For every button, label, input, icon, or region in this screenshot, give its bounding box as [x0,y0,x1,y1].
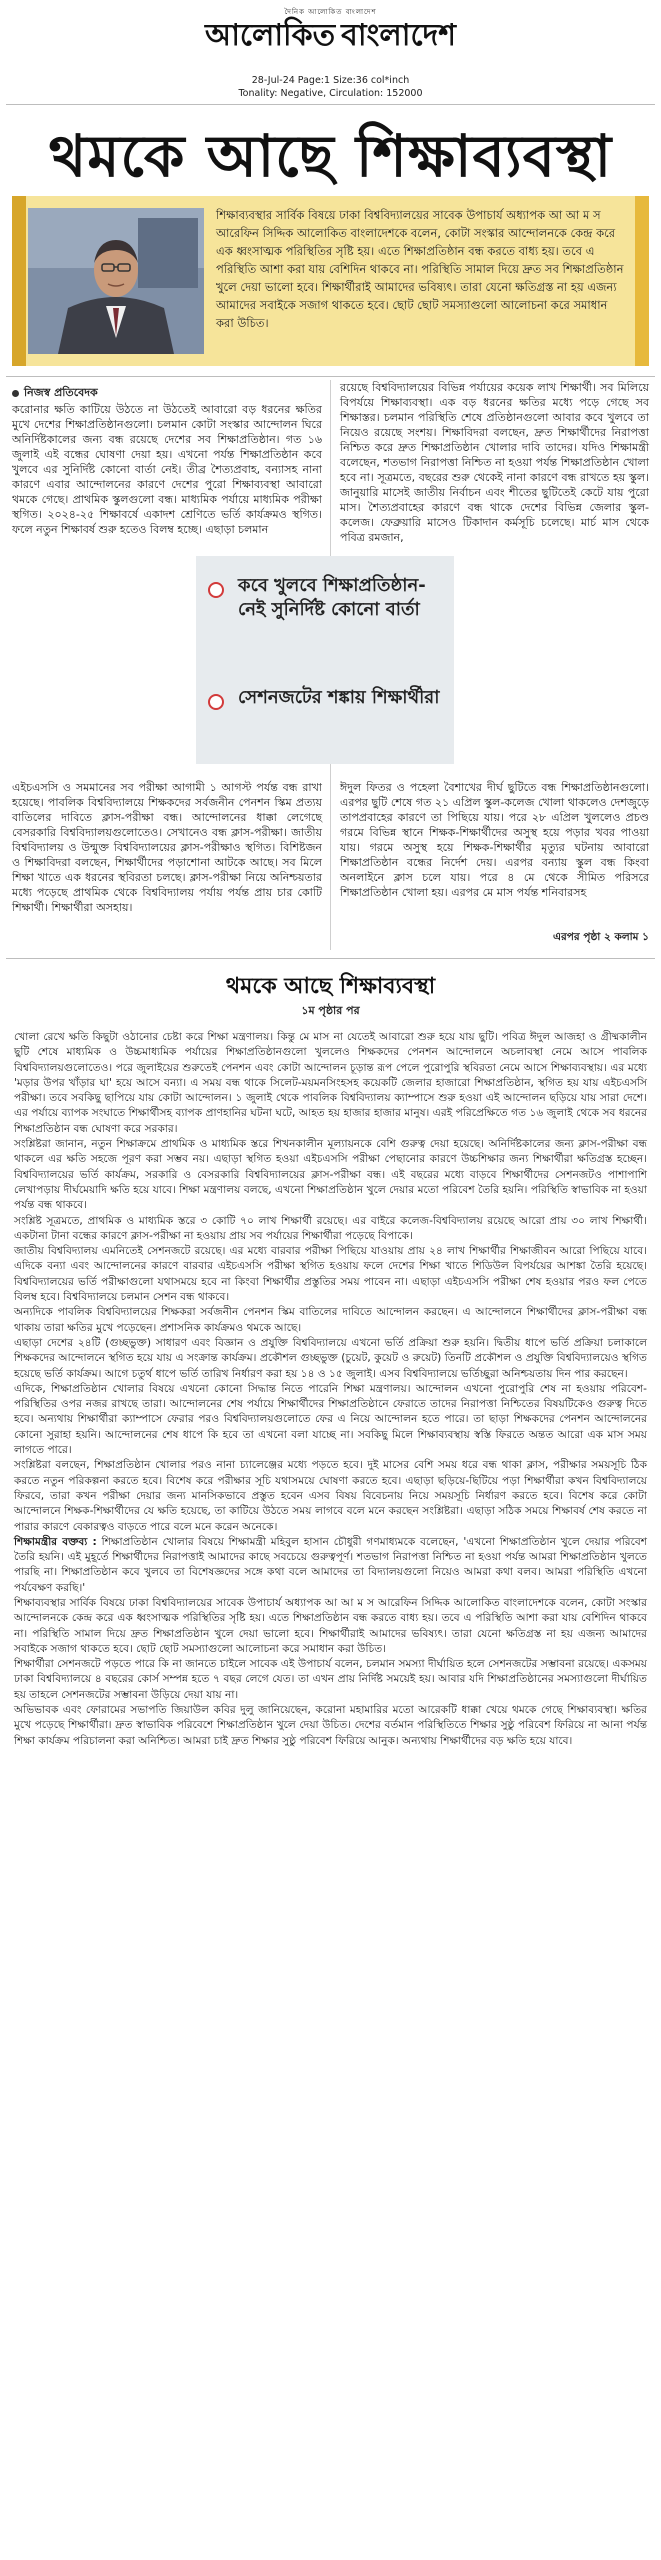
lead-divider [6,376,655,377]
lead-quote-text: শিক্ষাব্যবস্থার সার্বিক বিষয়ে ঢাকা বিশ্ববিদ্যালয়ের সাবেক উপাচার্য অধ্যাপক আ আ ম স আরেফিন সিদ্দিক আলোকিত বাংলাদেশকে বলেন, কোটা সংস্কার আন্দোলনকে কেন্দ্র করে এক ধ্বংসাত্মক পরিস্থিতির সৃষ্টি হয়। এতে শিক্ষাপ্রতিষ্ঠান বন্ধ করতে বাধ্য হয়। তবে এ পরিস্থিতি আশা করা যায় বেশিদিন থাকবে না। পরিস্থিতি সামাল দিয়ে দ্রুত সব শিক্ষাপ্রতিষ্ঠান খুলে দেয়া ভালো হবে। শিক্ষার্থীরাই আমাদের ভবিষ্যৎ। তারা যেনো ক্ষতিগ্রস্ত না হয় এজন্য আমাদের সবাইকে সজাগ থাকতে হবে। ছোট ছোট সমস্যাগুলো আলোচনা করে সমাধান করা উচিত। [216,208,624,330]
minister-text: শিক্ষাপ্রতিষ্ঠান খোলার বিষয়ে শিক্ষামন্ত্রী মহিবুল হাসান চৌধুরী গণমাধ্যমকে বলেছেন, 'এখনো শিক্ষাপ্রতিষ্ঠান খুলে দেয়ার পরিবেশ তৈরি হয়নি। এই মুহূর্তে শিক্ষার্থীদের নিরাপত্তাই আমাদের কাছে সবচেয়ে গুরুত্বপূর্ণ। শতভাগ নিরাপত্তা নিশ্চিত না হওয়া পর্যন্ত আমরা শিক্ষাপ্রতিষ্ঠান খুলতে পারছি না। শিক্ষাপ্রতিষ্ঠান কবে খুলবে তা বিশেষজ্ঞদের সঙ্গে কথা বলে আমাদের তা বিদ্যালয়গুলো নিয়েও আমরা কথা বলব। আমরা পরিস্থিতি এখনো পর্যবেক্ষণ করছি।' [14,1535,647,1594]
logo-part-1: আলোকিত [204,18,336,53]
clipping-meta [0,74,661,100]
header-divider [6,104,655,105]
paragraph: শিক্ষার্থীরা সেশনজটে পড়তে পারে কি না জানতে চাইলে সাবেক এই উপাচার্য বলেন, চলমান সমস্যা দীর্ঘায়িত হলে সেশনজটের সম্ভাবনা রয়েছে। একসময় ঢাকা বিশ্ববিদ্যালয়ে ৪ বছরের কোর্স সম্পন্ন হতে ৭ বছর লেগে যেত। তা এখন প্রায় নির্দিষ্ট সময়েই হয়। আবার যদি শিক্ষাপ্রতিষ্ঠানের সমস্যাগুলো দীর্ঘায়িত হয় তাহলে সেশনজটের সম্ভাবনা উড়িয়ে দেয়া যায় না। [14,1658,647,1701]
lead-quote-box [12,196,649,366]
masthead [0,0,661,70]
callout-item-1 [208,574,446,670]
logo-part-2: বাংলাদেশ [341,18,457,53]
byline-text: নিজস্ব প্রতিবেদক [24,386,98,399]
paragraph: অভিভাবক এবং ফোরামের সভাপতি জিয়াউল কবির দুলু জানিয়েছেন, করোনা মহামারির মতো আরেকটি ধাক্কা খেয়ে থমকে গেছে শিক্ষাব্যবস্থা। ক্ষতির মুখে পড়েছে শিক্ষার্থীরা। দ্রুত স্বাভাবিক পরিবেশে শিক্ষাপ্রতিষ্ঠান খুলে দেয়া উচিত। দেশের বর্তমান পরিস্থিতিতে শিক্ষার সুষ্ঠু পরিবেশ ফিরিয়ে না আনা পর্যন্ত শিক্ষা কার্যক্রম পরিচালনা করা অনিশ্চিত। আমরা চাই দ্রুত শিক্ষার সুষ্ঠু পরিবেশ ফিরিয়ে আনুক। অন্যথায় শিক্ষার্থীদের বড় ক্ষতি হয়ে যাবে। [14,1704,647,1747]
paragraph: সংশ্লিষ্টরা বলছেন, শিক্ষাপ্রতিষ্ঠান খোলার পরও নানা চ্যালেঞ্জের মধ্যে পড়তে হবে। দুই মাসের বেশি সময় ধরে বন্ধ থাকা ক্লাস, পরীক্ষার সময়সূচি ঠিক করতে নতুন পরিকল্পনা করতে হবে। বিশেষ করে পরীক্ষার সূচি যথাসময়ে ঘোষণা করতে হবে। এছাড়া ছড়িয়ে-ছিটিয়ে পড়া শিক্ষার্থীরা কখন বিশ্ববিদ্যালয়ে ফিরবে, তারা কখন পরীক্ষা দেয়ার জন্য মানসিকভাবে প্রস্তুত হবেন এসব বিষয় বিবেচনায় নিয়ে সময়সূচি নির্ধারণ করতে হবে। বিশেষ করে কোটা আন্দোলনে শিক্ষক-শিক্ষার্থীদের যে ক্ষতি হয়েছে, তা কাটিয়ে উঠতে সময় লাগবে বলে মনে করছেন সংশ্লিষ্টরা। এছাড়া সঠিক সময়ে শিক্ষাবর্ষ শেষ করতে না পারার কারণে বেকারত্বও বাড়তে পারে বলে মনে করেন অনেকে। [14,1459,647,1533]
paragraph: জাতীয় বিশ্ববিদ্যালয় এমনিতেই সেশনজটে রয়েছে। এর মধ্যে বারবার পরীক্ষা পিছিয়ে যাওয়ায় প্রায় ২৪ লাখ শিক্ষার্থীর শিক্ষাজীবন আরো পিছিয়ে যাবে। এদিকে বন্যা এবং আন্দোলনের কারণে বারবার এইচএসসি পরীক্ষা স্থগিত হওয়ায় ফলে দেশের শিক্ষা খাতে শিডিউল বিপর্যয়ের আশঙ্কা তৈরি হয়েছে। বিশ্ববিদ্যালয়ের ভর্তি পরীক্ষাগুলো যথাসময়ে হবে না কিংবা শিক্ষার্থীর প্রস্তুতির সময় পাবেন না। এছাড়া এইচএসসি পরীক্ষা শেষ হওয়ার পরও ফল পেতে বিলম্ব হবে। বিশ্ববিদ্যালয়ে চলমান সেশন বন্ধ থাকবে। [14,1245,647,1304]
column-left-top: করোনার ক্ষতি কাটিয়ে উঠতে না উঠতেই আবারো বড় ধরনের ক্ষতির মুখে দেশের শিক্ষাপ্রতিষ্ঠানগুলো। চলমান কোটা সংস্কার আন্দোলন ঘিরে অনির্দিষ্টকালের জন্য বন্ধ রয়েছে দেশের সব শিক্ষাপ্রতিষ্ঠান। গত ১৬ জুলাই এই বন্ধের ঘোষণা দেয়া হয়। এখনো পর্যন্ত শিক্ষাপ্রতিষ্ঠান কবে খুলবে এর সুনির্দিষ্ট কোনো বার্তা নেই। তীব্র শৈত্যপ্রবাহ, বন্যাসহ নানা কারণে এবার আন্দোলনের কারণে দেশের পুরো শিক্ষাব্যবস্থা আবারো থমকে গেছে। প্রাথমিক স্কুলগুলো বন্ধ। মাধ্যমিক পর্যায়ে মাধ্যমিক পরীক্ষা স্থগিত। ২০২৪-২৫ শিক্ষাবর্ষে একাদশ শ্রেণিতে ভর্তি কার্যক্রমও স্থগিত। ফলে নতুন শিক্ষাবর্ষ শুরু হতেও বিলম্ব হচ্ছে। এছাড়া চলমান [12,403,322,536]
paragraph: শিক্ষাব্যবস্থার সার্বিক বিষয়ে ঢাকা বিশ্ববিদ্যালয়ের সাবেক উপাচার্য অধ্যাপক আ আ ম স আরেফিন সিদ্দিক আলোকিত বাংলাদেশকে বলেন, কোটা সংস্কার আন্দোলনকে কেন্দ্র করে এক ধ্বংসাত্মক পরিস্থিতির সৃষ্টি হয়। এতে শিক্ষাপ্রতিষ্ঠান বন্ধ করতে বাধ্য হয়। তবে এ পরিস্থিতি আশা করা যায় বেশিদিন থাকবে না। পরিস্থিতি সামাল দিয়ে দ্রুত শিক্ষাপ্রতিষ্ঠান খুলে দেয়া ভালো হবে। শিক্ষার্থীরাই আমাদের ভবিষ্যৎ। তারা যেনো ক্ষতিগ্রস্ত না হয় এজন্য আমাদের সবাইকে সজাগ থাকতে হবে। ছোট ছোট সমস্যাগুলো আলোচনা করে সমাধান করা উচিত। [14,1596,647,1655]
meta-line-1: 28-Jul-24 Page:1 Size:36 col*inch [251,75,410,86]
meta-line-2: Tonality: Negative, Circulation: 152000 [238,88,423,99]
red-circle-icon [208,582,224,598]
paragraph: এছাড়া দেশের ২৪টি (গুচ্ছভুক্ত) সাধারণ এবং বিজ্ঞান ও প্রযুক্তি বিশ্ববিদ্যালয়ে এখনো ভর্তি প্রক্রিয়া শুরু হয়নি। দ্বিতীয় ধাপে ভর্তি প্রক্রিয়া চলাকালে শিক্ষকদের আন্দোলনে স্থগিত হয়ে যায় এ সংক্রান্ত কার্যক্রম। প্রকৌশল গুচ্ছভুক্ত (চুয়েট, কুয়েট ও রুয়েট) তিনটি প্রকৌশল ও প্রযুক্তি বিশ্ববিদ্যালয়েও স্থগিত হয়েছে ভর্তি কার্যক্রম। আগে চতুর্থ ধাপে ভর্তি তারিখ নির্ধারণ করা হয় ১৪ ও ১৫ জুলাই। এসব বিশ্ববিদ্যালয়ে ভর্তিচ্ছুরা অনিশ্চয়তায় দিন পার করছেন। [14,1336,647,1380]
paragraph: এদিকে, শিক্ষাপ্রতিষ্ঠান খোলার বিষয়ে এখনো কোনো সিদ্ধান্ত নিতে পারেনি শিক্ষা মন্ত্রণালয়। আন্দোলন এখনো পুরোপুরি শেষ না হওয়ায় পরিবেশ-পরিস্থিতির ওপর নজর রাখছে তারা। আন্দোলনের শেষ পর্যায়ে শিক্ষার্থীদের শিক্ষাপ্রতিষ্ঠানে ফেরাতে তাদের নিরাপত্তা নিশ্চিতের বিষয়টিকেও গুরুত্ব দিতে হবে। অন্যথায় শিক্ষার্থীরা ক্যাম্পাসে ফেরার পরও বিশ্ববিদ্যালয়গুলোতে ফের এ নিয়ে আন্দোলন হতে পারে। তা ছাড়া শিক্ষকদের পেনশন আন্দোলনের কোনো সুরাহা হয়নি। আন্দোলনের শেষ ধাপে কি হবে তা এখনো বলা যাচ্ছে না। সবকিছু মিলে শিক্ষাব্যবস্থায় স্বস্তি ফিরতে অন্তত আরো এক মাস সময় লাগতে পারে। [14,1382,647,1457]
portrait-illustration [28,208,204,354]
callout-item-2 [208,686,446,746]
section-divider [6,958,655,959]
newspaper-logo [0,19,661,53]
column-left-bottom: এইচএসসি ও সমমানের সব পরীক্ষা আগামী ১ আগস্ট পর্যন্ত বন্ধ রাখা হয়েছে। পাবলিক বিশ্ববিদ্যালয়ে শিক্ষকদের সর্বজনীন পেনশন স্কিম প্রত্যয় বাতিলের দাবিতে ক্লাস-পরীক্ষা বন্ধ। আন্দোলনের ধাক্কা লেগেছে বেসরকারি বিশ্ববিদ্যালয়গুলোতেও। সেখানেও বন্ধ ক্লাস-পরীক্ষা। জাতীয় বিশ্ববিদ্যালয় ও উন্মুক্ত বিশ্ববিদ্যালয়ের ক্লাস-পরীক্ষাও স্থগিত। বিশিষ্টজন ও শিক্ষাবিদরা বলছেন, শিক্ষার্থীদের পড়াশোনা আটকে আছে। সব মিলে শিক্ষা খাতে এক ধরনের স্থবিরতা চলছে। ক্লাস-পরীক্ষা নিয়ে অনিশ্চয়তার মধ্যে পড়েছে প্রাথমিক থেকে বিশ্ববিদ্যালয় পর্যায় পর্যন্ত প্রায় চার কোটি শিক্ষার্থী। শিক্ষার্থীরা অসহায়। [12,781,322,914]
page-headline: থমকে আছে শিক্ষাব্যবস্থা [48,122,613,190]
minister-label: শিক্ষামন্ত্রীর বক্তব্য : [14,1535,97,1548]
paragraph: অন্যদিকে পাবলিক বিশ্ববিদ্যালয়ের শিক্ষকরা সর্বজনীন পেনশন স্কিম বাতিলের দাবিতে আন্দোলন করছেন। এ আন্দোলনে শিক্ষার্থীদের ক্লাস-পরীক্ষা বন্ধ থাকায় তারা ক্ষতির মুখে পড়েছেন। প্রশাসনিক কার্যক্রমও থমকে আছে। [14,1306,647,1334]
column-right-bottom: ঈদুল ফিতর ও পহেলা বৈশাখের দীর্ঘ ছুটিতে বন্ধ শিক্ষাপ্রতিষ্ঠানগুলো। এরপর ছুটি শেষে গত ২১ এপ্রিল স্কুল-কলেজ খোলা থাকলেও দেশজুড়ে তাপপ্রবাহের কারণে তা পিছিয়ে যায়। পরে ২৮ এপ্রিল খুললেও প্রচণ্ড গরমে বিভিন্ন স্থানে শিক্ষক-শিক্ষার্থীদের অসুস্থ হয়ে পড়ার খবর পাওয়া যায়। গরমে অসুস্থ হয়ে শিক্ষক-শিক্ষার্থীর মৃত্যুর ঘটনায় আবারো শিক্ষাপ্রতিষ্ঠান বন্ধের নির্দেশ দেয়। এরপর বন্যায় স্কুল বন্ধ কিংবা অনলাইনে ক্লাস চলে যায়। পরে ৪ মে থেকে সীমিত পরিসরে শিক্ষাপ্রতিষ্ঠান খোলা হয়। এরপর মে মাস পর্যন্ত শনিবারসহ [340,781,649,899]
continuation-subtitle: ১ম পৃষ্ঠার পর [301,1004,360,1017]
continuation-title: থমকে আছে শিক্ষাব্যবস্থা [225,973,436,999]
callout-item-1-text: কবে খুলবে শিক্ষাপ্রতিষ্ঠান- নেই সুনির্দিষ্ট কোনো বার্তা [238,575,426,620]
paragraph: খোলা রেখে ক্ষতি কিছুটা ওঠানোর চেষ্টা করে শিক্ষা মন্ত্রণালয়। কিন্তু মে মাস না যেতেই আবারো শুরু হয়ে যায় ছুটি। পবিত্র ঈদুল আজহা ও গ্রীষ্মকালীন ছুটি শেষে মাধ্যমিক ও উচ্চমাধ্যমিক পর্যায়ের শিক্ষাপ্রতিষ্ঠানগুলো খুললেও শিক্ষকদের পেনশন আন্দোলনে অচলাবস্থা নেমে আসে পাবলিক বিশ্ববিদ্যালয়গুলোতেও। পরে জুলাইয়ের শুরুতেই পেনশন এবং কোটা আন্দোলন চূড়ান্ত রূপ পেলে পুরোপুরি স্থবিরতা নেমে আসে শিক্ষাব্যবস্থায়। এর মধ্যে 'মড়ার উপর খাঁড়ার ঘা' হয়ে আসে বন্যা। এ সময় বন্ধ থাকে সিলেট-ময়মনসিংহসহ কয়েকটি জেলার হাজারো শিক্ষাপ্রতিষ্ঠান, স্থগিত হয় যায় এইচএসসি পরীক্ষা। তবে সবকিছু ছাপিয়ে যায় কোটা আন্দোলন। ১ জুলাই থেকে পাবলিক বিশ্ববিদ্যালয় ক্যাম্পাসে শুরু হওয়া এই আন্দোলন ছড়িয়ে যায় সারা দেশে। এর পর্যায়ে ব্যাপক সংঘাতে শিক্ষার্থীসহ ব্যাপক প্রাণহানির ঘটনা ঘটে, আহত হয় হাজার হাজার মানুষ। এরই পরিপ্রেক্ষিতে গত ১৬ জুলাই থেকে সব ধরনের শিক্ষাপ্রতিষ্ঠান বন্ধ ঘোষণা করে সরকার। [14,1031,647,1135]
red-circle-icon [208,694,224,710]
byline [12,384,98,403]
highlight-callout [196,556,454,764]
portrait-photo [28,208,204,354]
continued-note: এরপর পৃষ্ঠা ২ কলাম ১ [553,931,649,943]
continuation-body [14,1030,647,1749]
column-right-top: রয়েছে বিশ্ববিদ্যালয়ের বিভিন্ন পর্যায়ের কয়েক লাখ শিক্ষার্থী। সব মিলিয়ে বিপর্যয়ে শিক্ষাব্যবস্থা। এক বড় ধরনের ক্ষতির মধ্যে পড়ে গেছে সব শিক্ষাস্তর। চলমান পরিস্থিতি শেষে প্রতিষ্ঠানগুলো আবার কবে খুলবে তা নিয়েও রয়েছে সংশয়। শিক্ষাবিদরা বলছেন, দ্রুত শিক্ষার্থীদের নিরাপত্তা নিশ্চিত করে দ্রুত শিক্ষাপ্রতিষ্ঠান খোলার দাবি তাদের। যদিও শিক্ষামন্ত্রী বলেছেন, শতভাগ নিরাপত্তা নিশ্চিত না হওয়া পর্যন্ত শিক্ষাপ্রতিষ্ঠান খোলা হবে না। সূত্রমতে, বছরের শুরু থেকেই নানা কারণে বন্ধ রাখতে হয় স্কুল। জানুয়ারি মাসেই জাতীয় নির্বাচন এবং শীতের ছুটিতেই কেটে যায় পুরো মাস। শৈত্যপ্রবাহের কারণে বন্ধ থাকে দেশের বিভিন্ন জেলার স্কুল-কলেজ। ফেব্রুয়ারি মাসেও টিকাদান কর্মসূচি চলেছে। মার্চ মাস থেকে পবিত্র রমজান, [340,381,649,544]
masthead-small-line: দৈনিক আলোকিত বাংলাদেশ [284,8,377,16]
paragraph-minister [14,1535,647,1596]
paragraph: সংশ্লিষ্টরা জানান, নতুন শিক্ষাক্রমে প্রাথমিক ও মাধ্যমিক স্তরে শিখনকালীন মূল্যায়নকে বেশি গুরুত্ব দেয়া হয়েছে। অনির্দিষ্টকালের জন্য ক্লাস-পরীক্ষা বন্ধ থাকলে এর ক্ষতি সহজে পূরণ করা সম্ভব নয়। এছাড়া স্থগিত হওয়া এইচএসসি পরীক্ষা পেছানোর কারণে উচ্চশিক্ষার জন্য শিক্ষার্থীরা ক্ষতিগ্রস্ত হচ্ছেন। বিশ্ববিদ্যালয়ের ভর্তি কার্যক্রম, সরকারি ও বেসরকারি বিশ্ববিদ্যালয়ের ক্লাস-পরীক্ষা বন্ধ। এই বছরের মধ্যে বাড়বে শিক্ষার্থীদের সেশনজটও পাশাপাশি লেখাপড়ায় দীর্ঘমেয়াদি ক্ষতি হয়ে যাবে। শিক্ষা মন্ত্রণালয় বলছে, এখনো শিক্ষাপ্রতিষ্ঠান খুলে দেয়ার মতো পরিবেশ তৈরি হয়নি। পরিস্থিতি স্বাভাবিক না হওয়া পর্যন্ত বন্ধ থাকবে। [14,1138,647,1212]
byline-bullet-icon [12,390,19,397]
paragraph: সংশ্লিষ্ট সূত্রমতে, প্রাথমিক ও মাধ্যমিক স্তরে ৩ কোটি ৭০ লাখ শিক্ষার্থী রয়েছে। এর বাইরে কলেজ-বিশ্ববিদ্যালয় রয়েছে আরো প্রায় ৩০ লাখ শিক্ষার্থী। একটানা টানা বন্ধের কারণে ক্লাস-পরীক্ষা না হওয়ায় প্রায় সব পর্যায়ের শিক্ষার্থীরা পড়েছে বিপাকে। [14,1214,647,1242]
callout-item-2-text: সেশনজটের শঙ্কায় শিক্ষার্থীরা [238,687,440,708]
